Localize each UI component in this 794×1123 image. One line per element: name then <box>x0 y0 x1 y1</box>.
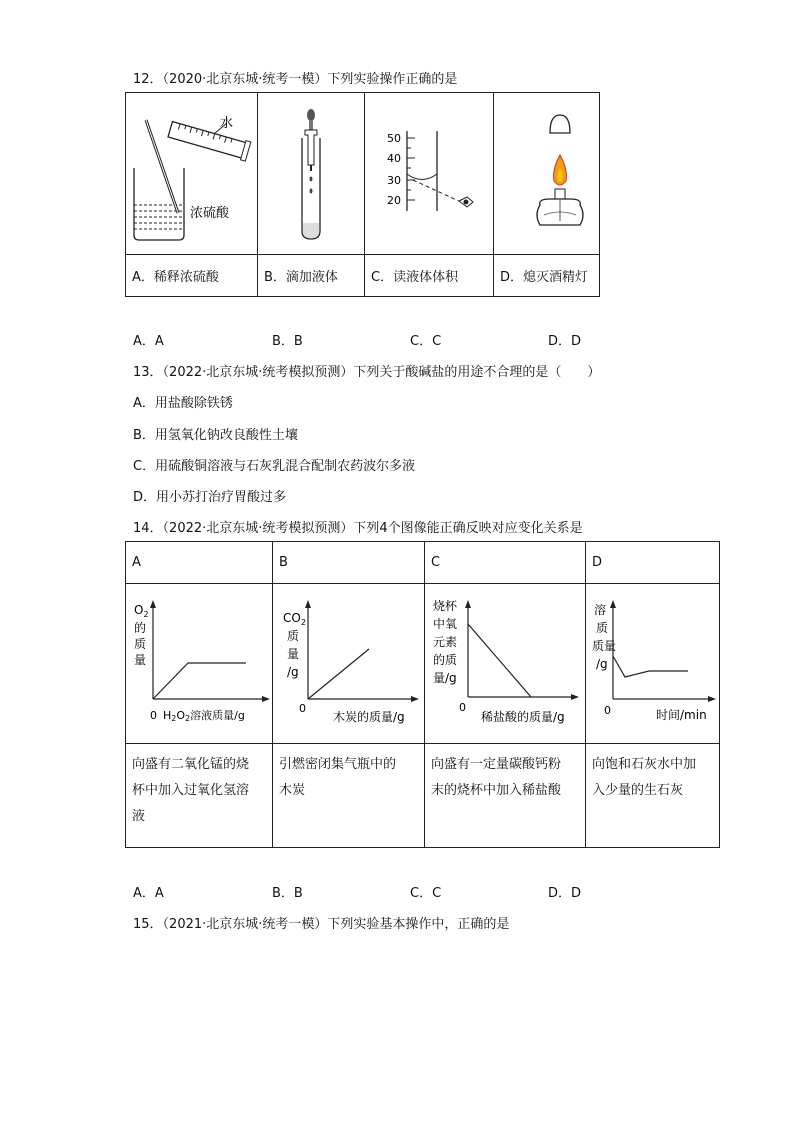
q14-desc-d: 向饱和石灰水中加 入少量的生石灰 <box>586 744 720 848</box>
q12-figure-d <box>494 93 600 255</box>
svg-text:0: 0 <box>459 701 466 714</box>
svg-text:CO2: $CO_2$ <box>283 611 306 627</box>
svg-text:/g: /g <box>287 665 299 679</box>
q14-graph-b <box>273 584 425 744</box>
graph-a <box>126 584 272 739</box>
q13-option-b[interactable]: B．用氢氧化钠改良酸性土壤 <box>133 428 298 443</box>
svg-text:木炭的质量/g: 木炭的质量/g <box>333 710 405 724</box>
q14-desc-a: 向盛有二氧化锰的烧 杯中加入过氧化氢溶 液 <box>126 744 273 848</box>
q12-figure-table <box>125 92 600 297</box>
acid-label: 浓硫酸 <box>190 206 230 221</box>
q14-header-d: D <box>592 555 603 570</box>
q13-option-c[interactable]: C．用硫酸铜溶液与石灰乳混合配制农药波尔多液 <box>133 459 416 474</box>
svg-text:元素: 元素 <box>433 635 458 649</box>
question-12-stem: 12．（2020·北京东城·统考一模）下列实验操作正确的是 <box>133 72 458 87</box>
q14-option-d[interactable]: D．D <box>548 886 582 901</box>
q12-option-c[interactable]: C．C <box>410 334 442 349</box>
svg-text:质量: 质量 <box>592 639 617 653</box>
svg-text:量: 量 <box>134 653 147 667</box>
tick-40: 40 <box>387 152 401 165</box>
svg-text:溶: 溶 <box>594 603 607 617</box>
q12-caption-c: C．读液体体积 <box>371 270 459 285</box>
question-13-stem: 13．（2022·北京东城·统考模拟预测）下列关于酸碱盐的用途不合理的是（ ） <box>133 365 601 380</box>
svg-text:杯: 杯 <box>445 599 458 613</box>
tick-30: 30 <box>387 174 401 187</box>
q14-option-a[interactable]: A．A <box>133 886 164 901</box>
svg-text:质: 质 <box>287 629 300 643</box>
graph-b <box>273 584 424 739</box>
question-14-stem: 14．（2022·北京东城·统考模拟预测）下列4个图像能正确反映对应变化关系是 <box>133 521 583 536</box>
svg-text:中氧: 中氧 <box>433 617 458 631</box>
q14-graph-a <box>126 584 273 744</box>
question-15-stem: 15．（2021·北京东城·统考一模）下列实验基本操作中，正确的是 <box>133 917 510 932</box>
svg-text:0: 0 <box>150 709 157 722</box>
tick-50: 50 <box>387 132 401 145</box>
q12-caption-d: D．熄灭酒精灯 <box>500 270 589 285</box>
q12-figure-b <box>258 93 365 255</box>
q12-option-b[interactable]: B．B <box>272 334 303 349</box>
q12-option-d[interactable]: D．D <box>548 334 582 349</box>
svg-text:烧: 烧 <box>433 599 446 613</box>
q12-figure-a <box>126 93 258 255</box>
q12-figure-c <box>365 93 494 255</box>
graph-c <box>425 584 585 739</box>
svg-text:0: 0 <box>299 702 306 715</box>
q14-header-b: B <box>279 555 288 570</box>
q14-graph-c <box>425 584 586 744</box>
q14-option-b[interactable]: B．B <box>272 886 303 901</box>
svg-text:0: 0 <box>604 704 611 717</box>
svg-text:H2O2溶液质量/g: H2O2溶液质量/g <box>163 709 245 723</box>
q13-option-a[interactable]: A．用盐酸除铁锈 <box>133 396 233 411</box>
svg-text:O2: $O_2$ <box>134 603 149 619</box>
q12-caption-a: A．稀释浓硫酸 <box>132 270 219 285</box>
svg-text:/g: /g <box>596 657 608 671</box>
q14-graph-d <box>586 584 720 744</box>
q12-caption-b: B．滴加液体 <box>264 270 338 285</box>
svg-text:质: 质 <box>134 637 147 651</box>
graph-d <box>586 584 719 739</box>
q14-desc-c: 向盛有一定量碳酸钙粉 末的烧杯中加入稀盐酸 <box>425 744 586 848</box>
water-label: 水 <box>220 116 234 131</box>
q13-option-d[interactable]: D．用小苏打治疗胃酸过多 <box>133 490 287 505</box>
tick-20: 20 <box>387 194 401 207</box>
svg-text:量: 量 <box>287 647 300 661</box>
alcohol-lamp-diagram <box>494 93 599 250</box>
q14-header-a: A <box>132 555 141 570</box>
dropper-diagram <box>258 93 364 250</box>
svg-text:的质: 的质 <box>433 653 458 667</box>
svg-text:稀盐酸的质量/g: 稀盐酸的质量/g <box>481 710 565 724</box>
eye-icon <box>464 200 469 205</box>
svg-text:量/g: 量/g <box>433 671 457 685</box>
cylinder-reading-diagram <box>365 93 493 250</box>
q14-graph-table <box>125 541 720 848</box>
q14-desc-b: 引燃密闭集气瓶中的 木炭 <box>273 744 425 848</box>
q12-option-a[interactable]: A．A <box>133 334 164 349</box>
svg-text:的: 的 <box>134 621 147 635</box>
svg-text:时间/min: 时间/min <box>656 708 707 722</box>
svg-text:质: 质 <box>596 621 609 635</box>
q14-header-c: C <box>431 555 441 570</box>
q14-option-c[interactable]: C．C <box>410 886 442 901</box>
dilution-diagram <box>126 93 257 250</box>
